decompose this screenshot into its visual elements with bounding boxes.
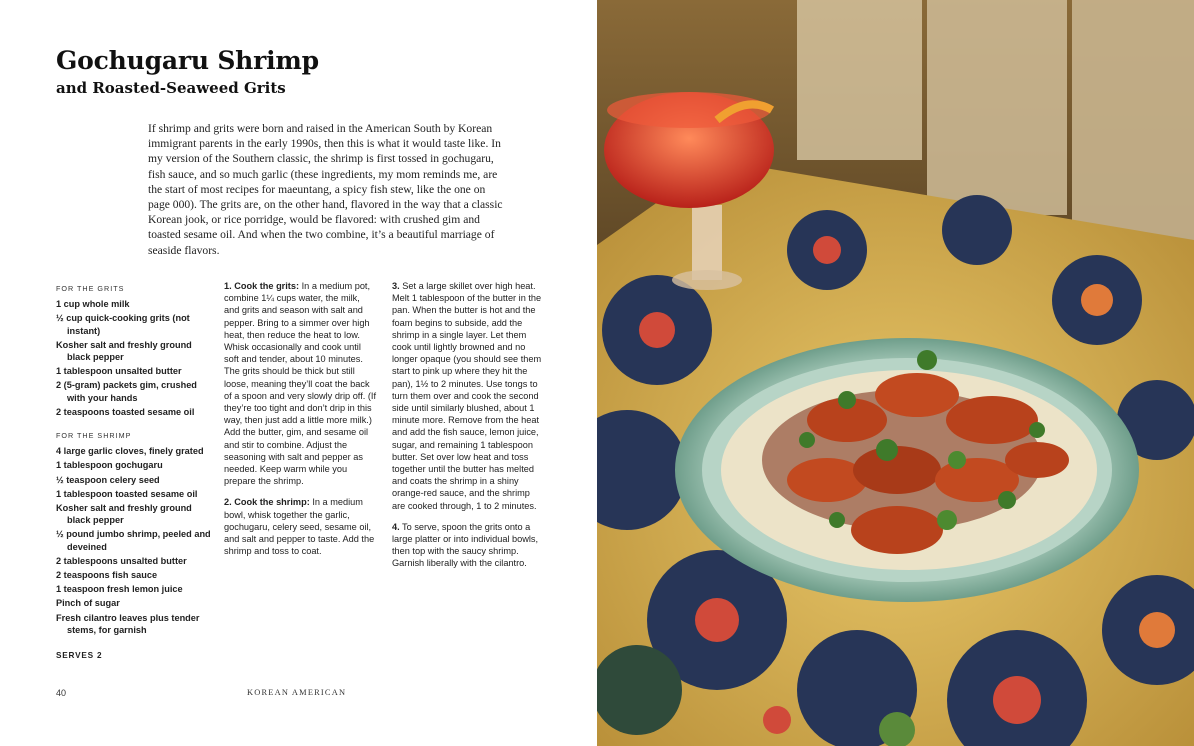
step-text: To serve, spoon the grits onto a large platter or into individual bowls, then top with the saucy shrimp. Garnish liberally with the cilantro. <box>392 521 539 569</box>
ingredient-item: Fresh cilantro leaves plus tender stems, for garnish <box>56 612 200 635</box>
ingredient-item: ½ teaspoon celery seed <box>56 474 160 485</box>
step-heading: 4. <box>392 521 400 532</box>
step-text: Set a large skillet over high heat. Melt 1 tablespoon of the butter in the pan. When the butter is hot and the foam begins to subside, add the shrimp in a single layer. Let them cook until lightly browned and no longer opaque (you should see them start to pink up where they hit the pan), 1½ to 2 minutes. Use tongs to turn them over and cook the second side until similarly blushed, about 1 minute more. Remove from the heat and add the fish sauce, lemon juice, sugar, and remaining 1 tablespoon butter. Set over low heat and toss together until the butter has melted and coats the shrimp in a shiny orange-red sauce, and the shrimp are cooked through, 1 to 2 minutes. <box>392 281 542 511</box>
ingredients-column <box>56 280 216 662</box>
ingredient-item: Kosher salt and freshly ground black pepper <box>56 503 192 526</box>
step-heading: 1. Cook the grits: <box>224 281 300 291</box>
ingredient-item: 1 tablespoon unsalted butter <box>56 366 182 377</box>
step-text: In a medium bowl, whisk together the garlic, gochugaru, celery seed, sesame oil, and salt and pepper to taste. Add the shrimp and toss to coat. <box>224 497 375 557</box>
intro-text: If shrimp and grits were born and raised in the American South by Korean immigrant parents in the early 1990s, then this is what it would taste like. In my version of the Southern classic, the shrimp is first tossed in gochugaru, fish sauce, and so much garlic (these ingredients, my mom reminds me, are the start of most recipes for maeuntang, a spicy fish stew, like the one on page 000). The grits are, on the other hand, flavored in the way that a classic Korean jook, or rice porridge, would be flavored: with crushed gim and toasted sesame oil. And when the two combine, it’s a beautiful marriage of seaside flavors. <box>148 122 503 257</box>
shrimp-heading: FOR THE SHRIMP <box>56 431 132 441</box>
plate-of-shrimp-and-grits <box>675 338 1139 602</box>
ingredient-item: 1 tablespoon toasted sesame oil <box>56 488 198 499</box>
grits-heading: FOR THE GRITS <box>56 284 125 293</box>
ingredient-item: 2 teaspoons toasted sesame oil <box>56 406 195 417</box>
ingredient-item: ½ pound jumbo shrimp, peeled and deveined <box>56 529 211 552</box>
food-photo <box>597 0 1194 746</box>
ingredient-item: 4 large garlic cloves, finely grated <box>56 446 204 457</box>
step-4 <box>392 521 544 570</box>
recipe-subtitle: and Roasted-Seaweed Grits <box>56 79 286 97</box>
step-heading: 3. <box>392 281 400 291</box>
recipe-title: Gochugaru Shrimp <box>56 46 319 75</box>
method-column-2 <box>392 280 544 579</box>
method-column-1 <box>224 280 377 566</box>
step-heading: 2. Cook the shrimp: <box>224 497 310 508</box>
recipe-intro <box>148 121 510 258</box>
ingredient-item: 1 cup whole milk <box>56 299 130 310</box>
ingredient-item: ½ cup quick-cooking grits (not instant) <box>56 313 190 336</box>
ingredient-item: 2 (5-gram) packets gim, crushed with your hands <box>56 380 197 403</box>
ingredient-item: 1 teaspoon fresh lemon juice <box>56 584 183 595</box>
photo-illustration <box>597 0 1194 746</box>
ingredient-item: Kosher salt and freshly ground black pepper <box>56 339 192 363</box>
ingredient-item: 2 tablespoons unsalted butter <box>56 555 187 566</box>
ingredient-item: 2 teaspoons fish sauce <box>56 570 158 581</box>
step-2 <box>224 496 377 557</box>
page-number: 40 <box>56 688 67 698</box>
serves-label: SERVES 2 <box>56 651 103 661</box>
step-text: In a medium pot, combine 1¼ cups water, the milk, and grits and season with salt and pepper. Bring to a simmer over high heat, then reduce the heat to low. Whisk occasionally and cook until soft and tender, about 10 minutes. The grits should be thick but still loose, meaning they’ll coat the back of a spoon and very slowly drip off. (If they’re too tight and don’t drip in this way, then just add a little more milk.) Add the butter, gim, and sesame oil and stir to combine. Adjust the seasoning with salt and pepper as needed. Keep warm while you prepare the shrimp. <box>224 281 377 487</box>
running-head: KOREAN AMERICAN <box>247 688 347 697</box>
step-3 <box>392 280 544 512</box>
step-1 <box>224 280 377 487</box>
ingredient-item: 1 tablespoon gochugaru <box>56 460 163 471</box>
ingredient-item: Pinch of sugar <box>56 598 120 609</box>
